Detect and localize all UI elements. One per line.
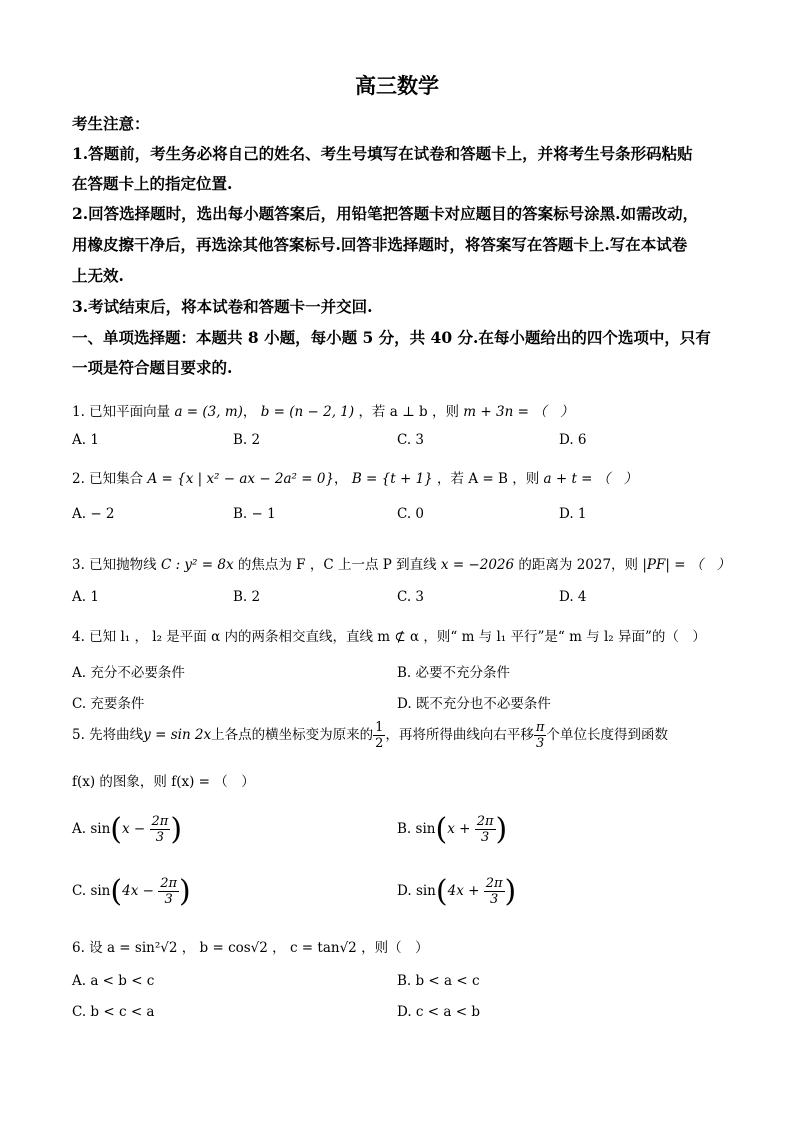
q1-condition: ，若 a ⊥ b ，则 bbox=[358, 404, 459, 420]
q5-part-3: ，再将所得曲线向右平移 bbox=[385, 727, 534, 743]
q2-set-b: B = {t + 1} bbox=[351, 471, 433, 487]
q6-option-d: D. c < a < b bbox=[397, 1004, 480, 1020]
notice-line-4: 用橡皮擦干净后，再选涂其他答案标号.回答非选择题时，将答案写在答题卡上.写在本试卷 bbox=[72, 235, 688, 254]
q3-line: x = −2026 bbox=[440, 557, 515, 573]
section-header-line-1: 一、单项选择题：本题共 8 小题，每小题 5 分，共 40 分.在每小题给出的四个选项中，只有 bbox=[72, 328, 711, 347]
q5-part-4: 个单位长度得到函数 bbox=[546, 727, 668, 743]
q5-shift-fraction: $\frac{\pi}{3}$ bbox=[535, 720, 545, 751]
q4-option-c: C. 充要条件 bbox=[72, 696, 145, 712]
q4-option-d: D. 既不充分也不必要条件 bbox=[397, 696, 551, 712]
q1-vector-b: b = (n − 2, 1) bbox=[260, 404, 355, 420]
q4-option-a: A. 充分不必要条件 bbox=[72, 665, 185, 681]
q6-option-a: A. a < b < c bbox=[72, 973, 155, 989]
q2-set-a: A = {x | x² − ax − 2a² = 0} bbox=[147, 471, 335, 487]
q3-curve: C : y² = 8x bbox=[160, 557, 234, 573]
notice-heading: 考生注意： bbox=[72, 114, 150, 133]
q3-option-b: B. 2 bbox=[233, 589, 261, 605]
question-6: 6. 设 a = sin²√2 ， b = cos√2 ， c = tan√2 ，则（ ） bbox=[72, 940, 429, 956]
q1-option-c: C. 3 bbox=[397, 432, 425, 448]
question-3 bbox=[72, 553, 731, 573]
q3-ask: |PF| = （ ） bbox=[642, 557, 731, 573]
notice-line-2: 在答题卡上的指定位置. bbox=[72, 174, 233, 193]
q5-half-fraction: $\frac{1}{2}$ bbox=[375, 720, 384, 751]
q5-curve: y = sin 2x bbox=[143, 727, 212, 743]
question-5 bbox=[72, 720, 722, 751]
q1-vector-a: a = (3, m) bbox=[174, 404, 243, 420]
q3-option-a: A. 1 bbox=[72, 589, 99, 605]
q2-ask: a + t = （ ） bbox=[543, 471, 638, 487]
page-title: 高三数学 bbox=[355, 73, 439, 98]
q5-option-c: C. sin(4x − $\frac{2\pi}{3}$ ) bbox=[72, 874, 191, 909]
question-5-line-2: f(x) 的图象，则 f(x) = （ ） bbox=[72, 774, 255, 790]
section-header-line-2: 一项是符合题目要求的. bbox=[72, 358, 233, 377]
question-2: 2. 已知集合 A = {x | x² − ax − 2a² = 0}， B = {t + 1} ，若 A = B ，则 a + t = （ ） bbox=[72, 471, 638, 487]
q3-option-d: D. 4 bbox=[559, 589, 587, 605]
q3-option-c: C. 3 bbox=[397, 589, 425, 605]
q5-option-d: D. sin(4x + $\frac{2\pi}{3}$ ) bbox=[397, 874, 517, 909]
q6-option-b: B. b < a < c bbox=[397, 973, 480, 989]
notice-line-1: 1.答题前，考生务必将自己的姓名、考生号填写在试卷和答题卡上，并将考生号条形码粘贴 bbox=[72, 144, 693, 163]
q1-option-d: D. 6 bbox=[559, 432, 587, 448]
q5-option-b: B. sin(x + $\frac{2\pi}{3}$ ) bbox=[397, 812, 508, 847]
q1-option-b: B. 2 bbox=[233, 432, 261, 448]
q3-mid: 的焦点为 F ，C 上一点 P 到直线 bbox=[237, 557, 437, 573]
q5-option-a: A. sin(x − $\frac{2\pi}{3}$ ) bbox=[72, 812, 183, 847]
q1-option-a: A. 1 bbox=[72, 432, 99, 448]
notice-line-5: 上无效. bbox=[72, 266, 124, 285]
q4-option-b: B. 必要不充分条件 bbox=[397, 665, 511, 681]
q6-option-c: C. b < c < a bbox=[72, 1004, 155, 1020]
q1-ask: m + 3n = （ ） bbox=[463, 404, 574, 420]
notice-line-6: 3.考试结束后，将本试卷和答题卡一并交回. bbox=[72, 297, 373, 316]
q3-mid2: 的距离为 2027，则 bbox=[518, 557, 639, 573]
q5-part-2: 上各点的横坐标变为原来的 bbox=[211, 727, 374, 743]
q2-option-b: B. − 1 bbox=[233, 506, 276, 522]
q2-option-d: D. 1 bbox=[559, 506, 587, 522]
q1-prefix: 1. 已知平面向量 bbox=[72, 404, 171, 420]
q2-option-a: A. − 2 bbox=[72, 506, 115, 522]
question-1: 1. 已知平面向量 a = (3, m)， b = (n − 2, 1) ，若 a ⊥ b ，则 m + 3n = （ ） bbox=[72, 404, 574, 420]
notice-line-3: 2.回答选择题时，选出每小题答案后，用铅笔把答题卡对应题目的答案标号涂黑.如需改动， bbox=[72, 204, 699, 223]
q2-prefix: 2. 已知集合 bbox=[72, 471, 144, 487]
q5-part-1: 5. 先将曲线 bbox=[72, 727, 144, 743]
q3-prefix: 3. 已知抛物线 bbox=[72, 557, 157, 573]
q2-option-c: C. 0 bbox=[397, 506, 425, 522]
q2-condition: ，若 A = B ，则 bbox=[437, 471, 540, 487]
question-4: 4. 已知 l₁ ， l₂ 是平面 α 内的两条相交直线，直线 m ⊄ α ，则“ m 与 l₁ 平行”是“ m 与 l₂ 异面”的（ ） bbox=[72, 629, 706, 645]
